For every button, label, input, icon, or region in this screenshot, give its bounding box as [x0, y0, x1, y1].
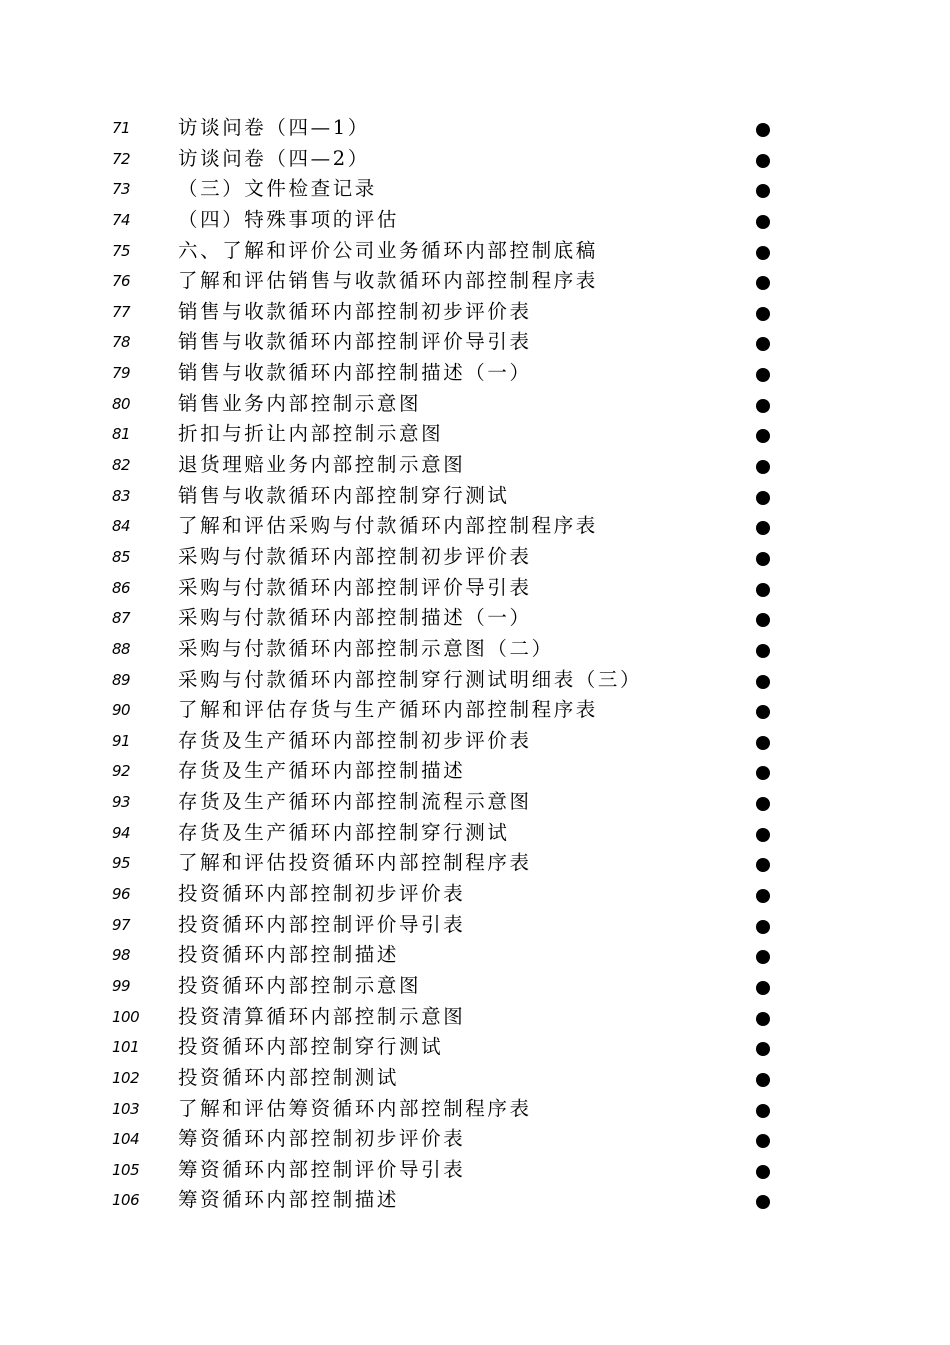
- list-item: [0, 450, 950, 481]
- item-number: 87: [112, 609, 131, 628]
- bullet-dot-icon: [756, 950, 770, 964]
- list-item: [0, 879, 950, 910]
- bullet-dot-icon: [756, 858, 770, 872]
- item-title: 存货及生产循环内部控制初步评价表: [178, 728, 532, 752]
- item-title: 筹资循环内部控制评价导引表: [178, 1157, 466, 1181]
- list-item: [0, 266, 950, 297]
- list-item: [0, 327, 950, 358]
- list-item: [0, 174, 950, 205]
- list-item: [0, 144, 950, 175]
- bullet-dot-icon: [756, 644, 770, 658]
- item-number: 99: [112, 976, 131, 995]
- list-item: [0, 910, 950, 941]
- item-title: 投资循环内部控制测试: [178, 1065, 400, 1089]
- item-title: 存货及生产循环内部控制流程示意图: [178, 790, 532, 814]
- bullet-dot-icon: [756, 583, 770, 597]
- item-title: 折扣与折让内部控制示意图: [178, 422, 444, 446]
- bullet-dot-icon: [756, 491, 770, 505]
- list-item: [0, 848, 950, 879]
- list-item: [0, 358, 950, 389]
- bullet-dot-icon: [756, 705, 770, 719]
- list-item: [0, 818, 950, 849]
- bullet-dot-icon: [756, 337, 770, 351]
- list-item: [0, 297, 950, 328]
- item-number: 73: [112, 180, 131, 199]
- item-number: 93: [112, 793, 131, 812]
- bullet-dot-icon: [756, 1012, 770, 1026]
- item-title: 访谈问卷（四—2）: [178, 146, 370, 170]
- bullet-dot-icon: [756, 246, 770, 260]
- item-number: 104: [112, 1130, 140, 1149]
- list-item: [0, 971, 950, 1002]
- bullet-dot-icon: [756, 460, 770, 474]
- list-item: [0, 1094, 950, 1125]
- item-title: 采购与付款循环内部控制穿行测试明细表（三）: [178, 667, 643, 691]
- item-number: 88: [112, 639, 131, 658]
- bullet-dot-icon: [756, 123, 770, 137]
- list-item: [0, 940, 950, 971]
- item-title: 筹资循环内部控制描述: [178, 1188, 400, 1212]
- item-number: 100: [112, 1007, 140, 1026]
- bullet-dot-icon: [756, 675, 770, 689]
- bullet-dot-icon: [756, 1195, 770, 1209]
- item-number: 95: [112, 854, 131, 873]
- list-item: [0, 726, 950, 757]
- item-title: 采购与付款循环内部控制示意图（二）: [178, 636, 554, 660]
- bullet-dot-icon: [756, 766, 770, 780]
- bullet-dot-icon: [756, 184, 770, 198]
- list-item: [0, 389, 950, 420]
- item-number: 84: [112, 517, 131, 536]
- item-title: 了解和评估销售与收款循环内部控制程序表: [178, 269, 598, 293]
- item-title: 采购与付款循环内部控制初步评价表: [178, 544, 532, 568]
- item-number: 91: [112, 731, 131, 750]
- item-title: 投资循环内部控制评价导引表: [178, 912, 466, 936]
- item-number: 82: [112, 456, 131, 475]
- item-number: 98: [112, 946, 131, 965]
- item-number: 81: [112, 425, 131, 444]
- item-number: 102: [112, 1068, 140, 1087]
- item-title: 六、了解和评价公司业务循环内部控制底稿: [178, 238, 598, 262]
- item-number: 90: [112, 701, 131, 720]
- bullet-dot-icon: [756, 154, 770, 168]
- item-title: 存货及生产循环内部控制描述: [178, 759, 466, 783]
- item-title: 了解和评估筹资循环内部控制程序表: [178, 1096, 532, 1120]
- item-number: 92: [112, 762, 131, 781]
- item-title: 筹资循环内部控制初步评价表: [178, 1127, 466, 1151]
- item-title: 投资循环内部控制示意图: [178, 973, 422, 997]
- bullet-dot-icon: [756, 1104, 770, 1118]
- item-title: 销售与收款循环内部控制评价导引表: [178, 330, 532, 354]
- list-item: [0, 1124, 950, 1155]
- item-title: 了解和评估投资循环内部控制程序表: [178, 851, 532, 875]
- item-title: 了解和评估存货与生产循环内部控制程序表: [178, 698, 598, 722]
- bullet-dot-icon: [756, 736, 770, 750]
- item-number: 80: [112, 394, 131, 413]
- list-item: [0, 603, 950, 634]
- list-item: [0, 511, 950, 542]
- bullet-dot-icon: [756, 1165, 770, 1179]
- item-number: 75: [112, 241, 131, 260]
- list-item: [0, 481, 950, 512]
- list-item: [0, 573, 950, 604]
- item-number: 74: [112, 210, 131, 229]
- item-number: 89: [112, 670, 131, 689]
- list-item: [0, 113, 950, 144]
- bullet-dot-icon: [756, 1073, 770, 1087]
- bullet-dot-icon: [756, 1042, 770, 1056]
- bullet-dot-icon: [756, 613, 770, 627]
- item-number: 78: [112, 333, 131, 352]
- list-item: [0, 1063, 950, 1094]
- item-number: 83: [112, 486, 131, 505]
- bullet-dot-icon: [756, 521, 770, 535]
- item-number: 106: [112, 1191, 140, 1210]
- bullet-dot-icon: [756, 920, 770, 934]
- list-item: [0, 1002, 950, 1033]
- item-title: 采购与付款循环内部控制描述（一）: [178, 606, 532, 630]
- item-number: 103: [112, 1099, 140, 1118]
- list-item: [0, 1032, 950, 1063]
- list-item: [0, 236, 950, 267]
- list-item: [0, 665, 950, 696]
- document-item-list: [0, 113, 950, 1216]
- item-number: 101: [112, 1038, 140, 1057]
- list-item: [0, 419, 950, 450]
- item-number: 76: [112, 272, 131, 291]
- item-number: 79: [112, 364, 131, 383]
- item-number: 86: [112, 578, 131, 597]
- list-item: [0, 695, 950, 726]
- item-title: 了解和评估采购与付款循环内部控制程序表: [178, 514, 598, 538]
- item-title: 销售与收款循环内部控制描述（一）: [178, 361, 532, 385]
- list-item: [0, 205, 950, 236]
- item-title: 投资清算循环内部控制示意图: [178, 1004, 466, 1028]
- item-title: 存货及生产循环内部控制穿行测试: [178, 820, 510, 844]
- item-title: 退货理赔业务内部控制示意图: [178, 453, 466, 477]
- list-item: [0, 787, 950, 818]
- item-number: 96: [112, 885, 131, 904]
- item-title: 投资循环内部控制穿行测试: [178, 1035, 444, 1059]
- list-item: [0, 1155, 950, 1186]
- bullet-dot-icon: [756, 981, 770, 995]
- bullet-dot-icon: [756, 307, 770, 321]
- item-title: 销售业务内部控制示意图: [178, 391, 422, 415]
- item-title: 采购与付款循环内部控制评价导引表: [178, 575, 532, 599]
- list-item: [0, 1185, 950, 1216]
- item-title: 销售与收款循环内部控制初步评价表: [178, 299, 532, 323]
- list-item: [0, 634, 950, 665]
- bullet-dot-icon: [756, 1134, 770, 1148]
- item-number: 77: [112, 302, 131, 321]
- item-title: 销售与收款循环内部控制穿行测试: [178, 483, 510, 507]
- item-number: 105: [112, 1160, 140, 1179]
- item-number: 97: [112, 915, 131, 934]
- item-number: 85: [112, 547, 131, 566]
- bullet-dot-icon: [756, 399, 770, 413]
- item-title: 访谈问卷（四—1）: [178, 116, 370, 139]
- bullet-dot-icon: [756, 889, 770, 903]
- item-title: （三）文件检查记录: [178, 177, 377, 201]
- bullet-dot-icon: [756, 552, 770, 566]
- bullet-dot-icon: [756, 429, 770, 443]
- bullet-dot-icon: [756, 828, 770, 842]
- item-title: （四）特殊事项的评估: [178, 207, 400, 231]
- item-number: 72: [112, 149, 131, 168]
- list-item: [0, 756, 950, 787]
- bullet-dot-icon: [756, 215, 770, 229]
- bullet-dot-icon: [756, 368, 770, 382]
- list-item: [0, 542, 950, 573]
- item-title: 投资循环内部控制初步评价表: [178, 882, 466, 906]
- item-number: 94: [112, 823, 131, 842]
- bullet-dot-icon: [756, 797, 770, 811]
- bullet-dot-icon: [756, 276, 770, 290]
- item-title: 投资循环内部控制描述: [178, 943, 400, 967]
- item-number: 71: [112, 119, 131, 137]
